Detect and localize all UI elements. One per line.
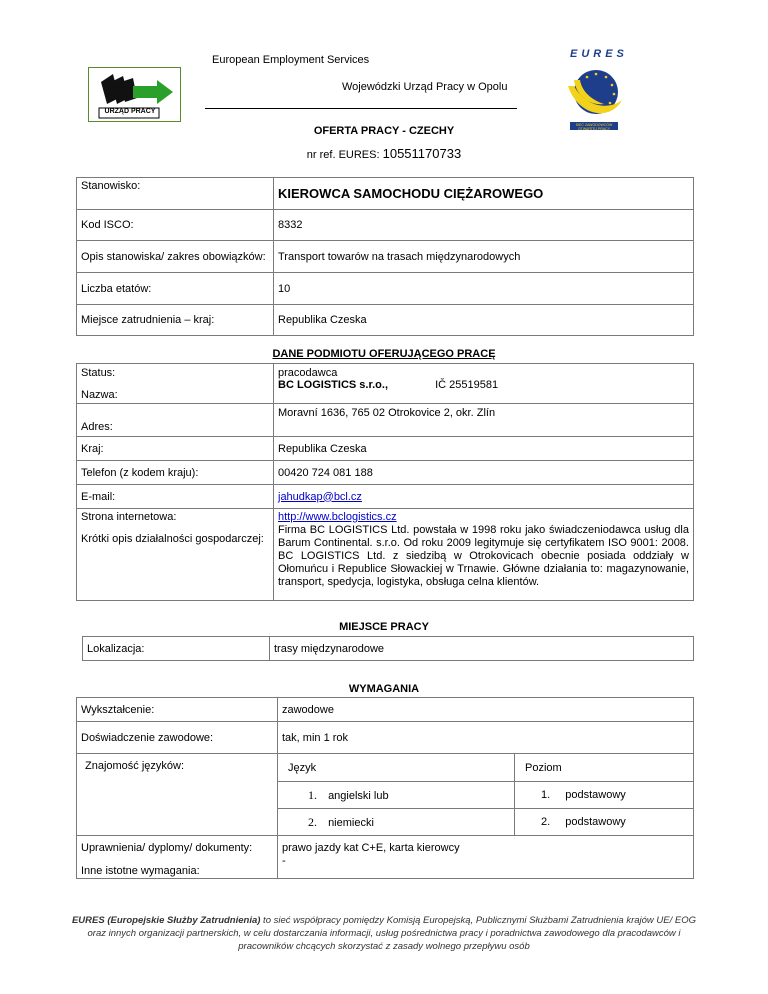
status-name-values [274,364,694,404]
footer-bold: EURES (Europejskie Służby Zatrudnienia) [71,915,261,926]
activity-label: Krótki opis działalności gospodarczej: [81,533,264,545]
company-name: BC LOGISTICS s.r.o., [278,379,389,391]
position-label: Stanowisko: [77,178,274,210]
web-activity-labels [77,509,274,601]
website-link[interactable]: http://www.bclogistics.cz [278,511,397,523]
ref-number: 10551170733 [382,146,462,161]
workplace-section-title: MIEJSCE PRACY [339,621,429,633]
urzad-pracy-logo [88,67,181,122]
place-value: Republika Czeska [274,305,694,336]
language-2: 2. niemiecki [278,809,515,836]
languages-label: Znajomość języków: [77,754,278,836]
header-org: European Employment Services [212,54,370,66]
header-divider [205,108,517,109]
location-value: trasy międzynarodowe [270,637,694,661]
experience-value: tak, min 1 rok [278,722,694,754]
language-1: 1. angielski lub [278,782,515,809]
other-label: Inne istotne wymagania: [81,865,200,877]
email-label: E-mail: [77,485,274,509]
experience-label: Doświadczenie zawodowe: [77,722,278,754]
status-label: Status: [81,367,116,379]
employer-table [76,363,694,601]
email-link[interactable]: jahudkap@bcl.cz [278,490,362,503]
requirements-section-title: WYMAGANIA [348,683,420,695]
offer-title: OFERTA PRACY - CZECHY [313,125,455,137]
activity-value: Firma BC LOGISTICS Ltd. powstała w 1998 roku jako świadczeniodawca usług dla Barum Continental. s.r.o. Od roku 2009 legitymuje się certyfikatem ISO 9001: 2008. BC LOGISTICS Ltd. z siedzibą w Otrokovicach obecnie posiada oddziały w Ołomuńcu i Republice Słowackiej w Trnawie. Główne działania to: magazynowanie, transport, spedycja, logistyka, obsługa celna klientów. [278,524,689,588]
ref-line [0,146,768,161]
ref-label: nr ref. EURES: [306,149,380,161]
desc-value: Transport towarów na trasach międzynarodowych [274,241,694,273]
isco-label: Kod ISCO: [77,210,274,241]
isco-value: 8332 [274,210,694,241]
phone-value: 00420 724 081 188 [274,461,694,485]
licenses-other-labels [77,836,278,879]
name-row [278,379,689,391]
footer-text: to sieć współpracy pomiędzy Komisją Europejską, Publicznymi Służbami Zatrudnienia krajów UE/ EOG oraz innych organizacji partnerskich, w celu dostarczania informacji, usług pośrednictwa pracy i poradnictwa zawodowego dla pracodawców i pracowników chcących skorzystać z zasady wolnego przepływu osób [87,915,697,952]
licenses-label: Uprawnienia/ dyplomy/ dokumenty: [81,842,253,854]
email-cell [274,485,694,509]
workplace-table [82,636,694,661]
count-value: 10 [274,273,694,305]
phone-label: Telefon (z kodem kraju): [77,461,274,485]
eures-logo-text: EURES [570,48,628,60]
eures-logo [560,46,628,132]
eures-logo-subtext: SIEĆ ZAWODOWCÓW OTWARTEJ PRACY [575,123,613,131]
count-label: Liczba etatów: [77,273,274,305]
lang-col-header: Język [278,754,515,782]
licenses-value: prawo jazdy kat C+E, karta kierowcy [282,842,460,854]
urzad-pracy-logo-text: URZĄD PRACY [104,108,156,115]
country-value: Republika Czeska [274,437,694,461]
country-label: Kraj: [77,437,274,461]
name-label: Nazwa: [81,389,118,401]
education-label: Wykształcenie: [77,698,278,722]
level-col-header: Poziom [515,754,694,782]
status-value: pracodawca [278,367,338,379]
requirements-table [76,697,694,879]
offer-table [76,177,694,336]
level-1: 1. podstawowy [515,782,694,809]
place-label: Miejsce zatrudnienia – kraj: [77,305,274,336]
education-value: zawodowe [278,698,694,722]
address-label: Adres: [77,404,274,437]
other-value: - [282,855,286,867]
footer-note [70,914,698,953]
header-office: Wojewódzki Urząd Pracy w Opolu [342,81,508,93]
level-2: 2. podstawowy [515,809,694,836]
location-label: Lokalizacja: [83,637,270,661]
licenses-other-values [278,836,694,879]
position-value: KIEROWCA SAMOCHODU CIĘŻAROWEGO [274,178,694,210]
web-label: Strona internetowa: [81,511,177,523]
desc-label: Opis stanowiska/ zakres obowiązków: [77,241,274,273]
status-name-labels [77,364,274,404]
employer-section-title: DANE PODMIOTU OFERUJĄCEGO PRACĘ [272,348,496,360]
address-value: Moravní 1636, 765 02 Otrokovice 2, okr. Zlín [274,404,694,437]
web-activity-values [274,509,694,601]
company-ic: IČ 25519581 [435,379,499,391]
